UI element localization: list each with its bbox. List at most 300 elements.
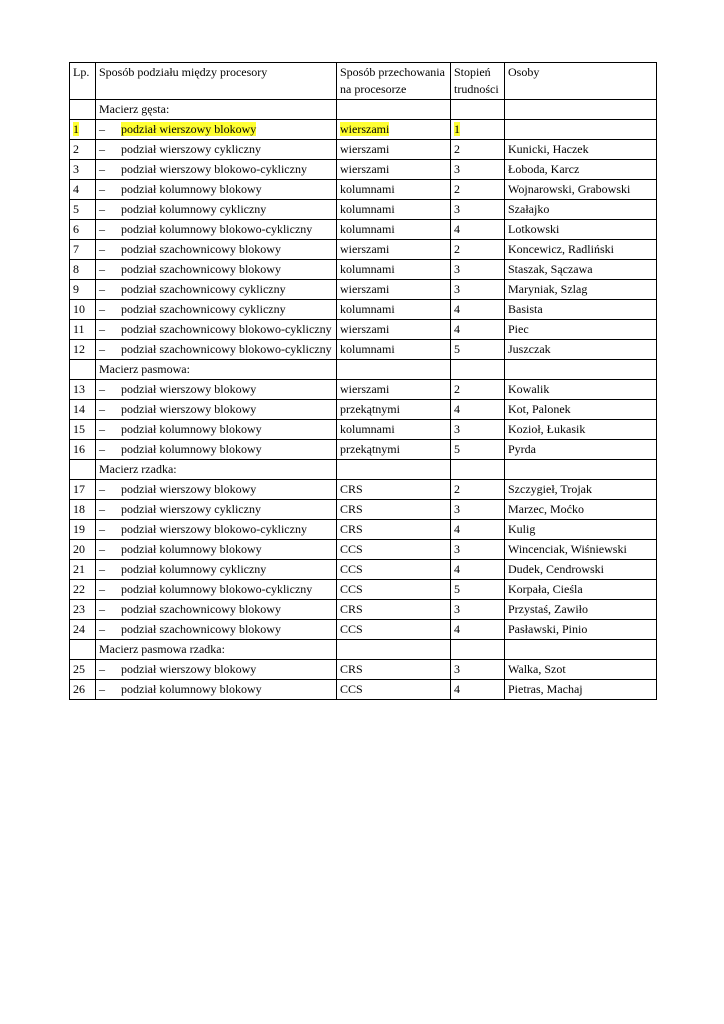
difficulty-text: 5: [454, 442, 460, 456]
table-row: [70, 560, 657, 580]
row-number-text: 23: [73, 602, 85, 616]
storage-text: kolumnami: [340, 202, 395, 216]
table-row: [70, 120, 657, 140]
dash-bullet: –: [99, 682, 105, 696]
row-number: [70, 220, 96, 240]
storage-cell: [337, 420, 451, 440]
people-cell: Walka, Szot: [505, 660, 657, 680]
method-text: podział szachownicowy blokowy: [121, 262, 281, 276]
dash-bullet: –: [99, 382, 105, 396]
method-cell: [96, 440, 337, 460]
difficulty-text: 4: [454, 682, 460, 696]
storage-cell: [337, 160, 451, 180]
dash-bullet: –: [99, 282, 105, 296]
dash-bullet: –: [99, 322, 105, 336]
method-cell: [96, 280, 337, 300]
storage-cell: [337, 380, 451, 400]
people-cell: Piec: [505, 320, 657, 340]
dash-bullet: –: [99, 142, 105, 156]
table-row: [70, 520, 657, 540]
empty-cell: [505, 100, 657, 120]
method-text: podział wierszowy blokowy: [121, 482, 257, 496]
difficulty-text: 3: [454, 282, 460, 296]
section-row: [70, 360, 657, 380]
method-text: podział wierszowy cykliczny: [121, 502, 261, 516]
storage-text: CCS: [340, 582, 363, 596]
storage-text: wierszami: [340, 282, 390, 296]
header-difficulty: Stopień trudności: [451, 63, 505, 100]
row-number: [70, 200, 96, 220]
row-number: [70, 580, 96, 600]
difficulty-cell: [451, 420, 505, 440]
method-cell: [96, 180, 337, 200]
method-cell: [96, 480, 337, 500]
method-cell: [96, 500, 337, 520]
method-cell: [96, 680, 337, 700]
difficulty-cell: [451, 200, 505, 220]
storage-cell: [337, 620, 451, 640]
method-cell: [96, 260, 337, 280]
dash-bullet: –: [99, 542, 105, 556]
table-row: [70, 160, 657, 180]
dash-bullet: –: [99, 562, 105, 576]
row-number-text: 24: [73, 622, 85, 636]
header-storage: Sposób przechowania na procesorze: [337, 63, 451, 100]
storage-text: wierszami: [340, 122, 390, 136]
row-number: [70, 140, 96, 160]
people-cell: Dudek, Cendrowski: [505, 560, 657, 580]
difficulty-text: 4: [454, 302, 460, 316]
difficulty-cell: [451, 600, 505, 620]
method-cell: [96, 380, 337, 400]
difficulty-text: 3: [454, 162, 460, 176]
storage-cell: [337, 280, 451, 300]
method-cell: [96, 160, 337, 180]
storage-text: wierszami: [340, 322, 390, 336]
section-row: [70, 640, 657, 660]
row-number: [70, 680, 96, 700]
table-row: [70, 200, 657, 220]
table-row: [70, 140, 657, 160]
storage-text: kolumnami: [340, 422, 395, 436]
people-cell: Szałajko: [505, 200, 657, 220]
storage-text: CCS: [340, 622, 363, 636]
difficulty-cell: [451, 180, 505, 200]
empty-cell: [337, 460, 451, 480]
header-people: Osoby: [505, 63, 657, 100]
difficulty-text: 4: [454, 522, 460, 536]
row-number: [70, 160, 96, 180]
people-cell: Basista: [505, 300, 657, 320]
storage-text: CCS: [340, 562, 363, 576]
storage-cell: [337, 240, 451, 260]
difficulty-cell: [451, 340, 505, 360]
empty-cell: [337, 640, 451, 660]
table-row: [70, 440, 657, 460]
section-title: Macierz pasmowa:: [96, 360, 337, 380]
difficulty-text: 4: [454, 622, 460, 636]
row-number-text: 17: [73, 482, 85, 496]
dash-bullet: –: [99, 122, 105, 136]
header-row: [70, 63, 657, 100]
row-number: [70, 440, 96, 460]
people-cell: Maryniak, Szlag: [505, 280, 657, 300]
table-row: [70, 660, 657, 680]
dash-bullet: –: [99, 422, 105, 436]
storage-cell: [337, 440, 451, 460]
table-body: [70, 100, 657, 700]
method-text: podział kolumnowy blokowy: [121, 682, 262, 696]
row-number: [70, 500, 96, 520]
method-text: podział kolumnowy cykliczny: [121, 562, 267, 576]
table-row: [70, 300, 657, 320]
row-number-text: 5: [73, 202, 79, 216]
section-row: [70, 100, 657, 120]
difficulty-cell: [451, 300, 505, 320]
dash-bullet: –: [99, 402, 105, 416]
people-cell: Przystaś, Zawiło: [505, 600, 657, 620]
method-cell: [96, 600, 337, 620]
table-row: [70, 320, 657, 340]
people-cell: Kunicki, Haczek: [505, 140, 657, 160]
difficulty-cell: [451, 540, 505, 560]
empty-cell: [451, 640, 505, 660]
people-cell: Pasławski, Pinio: [505, 620, 657, 640]
storage-cell: [337, 660, 451, 680]
row-number: [70, 400, 96, 420]
storage-cell: [337, 600, 451, 620]
difficulty-text: 3: [454, 602, 460, 616]
storage-text: CRS: [340, 662, 363, 676]
method-cell: [96, 560, 337, 580]
difficulty-cell: [451, 380, 505, 400]
people-cell: Wojnarowski, Grabowski: [505, 180, 657, 200]
table-row: [70, 240, 657, 260]
dash-bullet: –: [99, 162, 105, 176]
method-text: podział kolumnowy blokowo-cykliczny: [121, 582, 313, 596]
storage-text: CCS: [340, 542, 363, 556]
row-number-text: 18: [73, 502, 85, 516]
difficulty-cell: [451, 160, 505, 180]
difficulty-cell: [451, 220, 505, 240]
empty-cell: [451, 360, 505, 380]
table-row: [70, 340, 657, 360]
method-cell: [96, 660, 337, 680]
difficulty-text: 2: [454, 182, 460, 196]
dash-bullet: –: [99, 342, 105, 356]
row-number: [70, 620, 96, 640]
assignment-table: [69, 62, 657, 700]
method-text: podział szachownicowy cykliczny: [121, 282, 286, 296]
table-row: [70, 620, 657, 640]
method-text: podział kolumnowy blokowy: [121, 422, 262, 436]
empty-cell: [70, 100, 96, 120]
method-cell: [96, 200, 337, 220]
method-text: podział wierszowy blokowy: [121, 382, 257, 396]
row-number: [70, 420, 96, 440]
row-number-text: 1: [73, 122, 79, 136]
method-cell: [96, 240, 337, 260]
method-text: podział kolumnowy blokowy: [121, 442, 262, 456]
row-number-text: 11: [73, 322, 85, 336]
dash-bullet: –: [99, 302, 105, 316]
empty-cell: [70, 640, 96, 660]
difficulty-text: 2: [454, 382, 460, 396]
method-cell: [96, 140, 337, 160]
storage-cell: [337, 140, 451, 160]
difficulty-cell: [451, 520, 505, 540]
people-cell: Łoboda, Karcz: [505, 160, 657, 180]
table-row: [70, 580, 657, 600]
table-row: [70, 680, 657, 700]
method-text: podział kolumnowy blokowy: [121, 542, 262, 556]
difficulty-cell: [451, 400, 505, 420]
storage-cell: [337, 560, 451, 580]
storage-cell: [337, 400, 451, 420]
section-title: Macierz rzadka:: [96, 460, 337, 480]
table-row: [70, 380, 657, 400]
row-number: [70, 180, 96, 200]
difficulty-cell: [451, 580, 505, 600]
people-cell: Kulig: [505, 520, 657, 540]
table-row: [70, 400, 657, 420]
difficulty-text: 1: [454, 122, 460, 136]
section-title: Macierz gęsta:: [96, 100, 337, 120]
row-number-text: 14: [73, 402, 85, 416]
difficulty-cell: [451, 680, 505, 700]
difficulty-text: 4: [454, 562, 460, 576]
row-number-text: 7: [73, 242, 79, 256]
dash-bullet: –: [99, 482, 105, 496]
dash-bullet: –: [99, 202, 105, 216]
difficulty-cell: [451, 280, 505, 300]
row-number-text: 13: [73, 382, 85, 396]
row-number-text: 12: [73, 342, 85, 356]
difficulty-text: 5: [454, 582, 460, 596]
difficulty-text: 4: [454, 322, 460, 336]
row-number: [70, 600, 96, 620]
empty-cell: [505, 360, 657, 380]
people-cell: Korpała, Cieśla: [505, 580, 657, 600]
row-number: [70, 240, 96, 260]
people-cell: Kozioł, Łukasik: [505, 420, 657, 440]
storage-text: wierszami: [340, 382, 390, 396]
dash-bullet: –: [99, 502, 105, 516]
people-cell: [505, 120, 657, 140]
row-number: [70, 280, 96, 300]
dash-bullet: –: [99, 222, 105, 236]
method-text: podział szachownicowy blokowo-cykliczny: [121, 342, 332, 356]
dash-bullet: –: [99, 522, 105, 536]
method-text: podział wierszowy blokowy: [121, 662, 257, 676]
method-text: podział wierszowy cykliczny: [121, 142, 261, 156]
storage-cell: [337, 680, 451, 700]
row-number: [70, 300, 96, 320]
people-cell: Kot, Palonek: [505, 400, 657, 420]
row-number: [70, 260, 96, 280]
difficulty-cell: [451, 480, 505, 500]
people-cell: Staszak, Sączawa: [505, 260, 657, 280]
dash-bullet: –: [99, 622, 105, 636]
dash-bullet: –: [99, 582, 105, 596]
empty-cell: [337, 100, 451, 120]
method-cell: [96, 420, 337, 440]
table-row: [70, 600, 657, 620]
header-lp: Lp.: [70, 63, 96, 100]
difficulty-text: 3: [454, 422, 460, 436]
difficulty-cell: [451, 120, 505, 140]
method-text: podział szachownicowy cykliczny: [121, 302, 286, 316]
method-text: podział szachownicowy blokowy: [121, 242, 281, 256]
section-row: [70, 460, 657, 480]
row-number-text: 9: [73, 282, 79, 296]
method-cell: [96, 520, 337, 540]
empty-cell: [451, 100, 505, 120]
dash-bullet: –: [99, 242, 105, 256]
method-text: podział kolumnowy cykliczny: [121, 202, 267, 216]
table-row: [70, 540, 657, 560]
people-cell: Pyrda: [505, 440, 657, 460]
method-cell: [96, 400, 337, 420]
difficulty-text: 5: [454, 342, 460, 356]
method-text: podział szachownicowy blokowy: [121, 622, 281, 636]
people-cell: Szczygieł, Trojak: [505, 480, 657, 500]
difficulty-cell: [451, 440, 505, 460]
storage-cell: [337, 520, 451, 540]
storage-text: kolumnami: [340, 342, 395, 356]
people-cell: Pietras, Machaj: [505, 680, 657, 700]
method-cell: [96, 340, 337, 360]
storage-cell: [337, 540, 451, 560]
storage-text: kolumnami: [340, 222, 395, 236]
storage-text: CCS: [340, 682, 363, 696]
people-cell: Marzec, Moćko: [505, 500, 657, 520]
difficulty-text: 3: [454, 542, 460, 556]
method-cell: [96, 540, 337, 560]
storage-text: kolumnami: [340, 182, 395, 196]
table-row: [70, 180, 657, 200]
section-title: Macierz pasmowa rzadka:: [96, 640, 337, 660]
method-text: podział kolumnowy blokowo-cykliczny: [121, 222, 313, 236]
difficulty-text: 3: [454, 202, 460, 216]
dash-bullet: –: [99, 262, 105, 276]
row-number-text: 10: [73, 302, 85, 316]
method-cell: [96, 580, 337, 600]
people-cell: Kowalik: [505, 380, 657, 400]
storage-text: wierszami: [340, 162, 390, 176]
storage-text: CRS: [340, 602, 363, 616]
row-number: [70, 320, 96, 340]
difficulty-text: 3: [454, 262, 460, 276]
difficulty-cell: [451, 320, 505, 340]
method-text: podział wierszowy blokowy: [121, 122, 257, 136]
storage-text: przekątnymi: [340, 442, 400, 456]
row-number: [70, 560, 96, 580]
difficulty-cell: [451, 660, 505, 680]
empty-cell: [70, 460, 96, 480]
storage-text: wierszami: [340, 242, 390, 256]
difficulty-cell: [451, 560, 505, 580]
empty-cell: [505, 640, 657, 660]
people-cell: Koncewicz, Radliński: [505, 240, 657, 260]
row-number-text: 25: [73, 662, 85, 676]
table-row: [70, 420, 657, 440]
storage-cell: [337, 220, 451, 240]
row-number-text: 2: [73, 142, 79, 156]
dash-bullet: –: [99, 182, 105, 196]
method-text: podział wierszowy blokowo-cykliczny: [121, 522, 307, 536]
row-number-text: 8: [73, 262, 79, 276]
dash-bullet: –: [99, 602, 105, 616]
row-number-text: 21: [73, 562, 85, 576]
method-text: podział wierszowy blokowy: [121, 402, 257, 416]
storage-text: wierszami: [340, 142, 390, 156]
empty-cell: [337, 360, 451, 380]
row-number: [70, 660, 96, 680]
storage-cell: [337, 340, 451, 360]
difficulty-cell: [451, 140, 505, 160]
row-number: [70, 540, 96, 560]
dash-bullet: –: [99, 442, 105, 456]
difficulty-text: 3: [454, 502, 460, 516]
row-number: [70, 340, 96, 360]
difficulty-text: 2: [454, 242, 460, 256]
storage-cell: [337, 260, 451, 280]
storage-text: kolumnami: [340, 262, 395, 276]
row-number-text: 3: [73, 162, 79, 176]
difficulty-text: 4: [454, 402, 460, 416]
storage-text: kolumnami: [340, 302, 395, 316]
table-row: [70, 220, 657, 240]
method-text: podział szachownicowy blokowy: [121, 602, 281, 616]
people-cell: Lotkowski: [505, 220, 657, 240]
storage-cell: [337, 200, 451, 220]
method-text: podział kolumnowy blokowy: [121, 182, 262, 196]
table-row: [70, 500, 657, 520]
difficulty-cell: [451, 500, 505, 520]
storage-text: przekątnymi: [340, 402, 400, 416]
difficulty-cell: [451, 240, 505, 260]
difficulty-cell: [451, 620, 505, 640]
row-number-text: 19: [73, 522, 85, 536]
difficulty-text: 4: [454, 222, 460, 236]
row-number-text: 26: [73, 682, 85, 696]
empty-cell: [505, 460, 657, 480]
storage-cell: [337, 120, 451, 140]
method-cell: [96, 320, 337, 340]
row-number-text: 6: [73, 222, 79, 236]
storage-cell: [337, 320, 451, 340]
method-cell: [96, 220, 337, 240]
row-number: [70, 120, 96, 140]
storage-text: CRS: [340, 482, 363, 496]
row-number-text: 22: [73, 582, 85, 596]
people-cell: Juszczak: [505, 340, 657, 360]
storage-text: CRS: [340, 522, 363, 536]
storage-cell: [337, 180, 451, 200]
method-text: podział wierszowy blokowo-cykliczny: [121, 162, 307, 176]
storage-cell: [337, 480, 451, 500]
row-number-text: 20: [73, 542, 85, 556]
method-text: podział szachownicowy blokowo-cykliczny: [121, 322, 332, 336]
storage-text: CRS: [340, 502, 363, 516]
row-number-text: 4: [73, 182, 79, 196]
difficulty-text: 2: [454, 142, 460, 156]
empty-cell: [70, 360, 96, 380]
table-row: [70, 280, 657, 300]
storage-cell: [337, 300, 451, 320]
method-cell: [96, 120, 337, 140]
